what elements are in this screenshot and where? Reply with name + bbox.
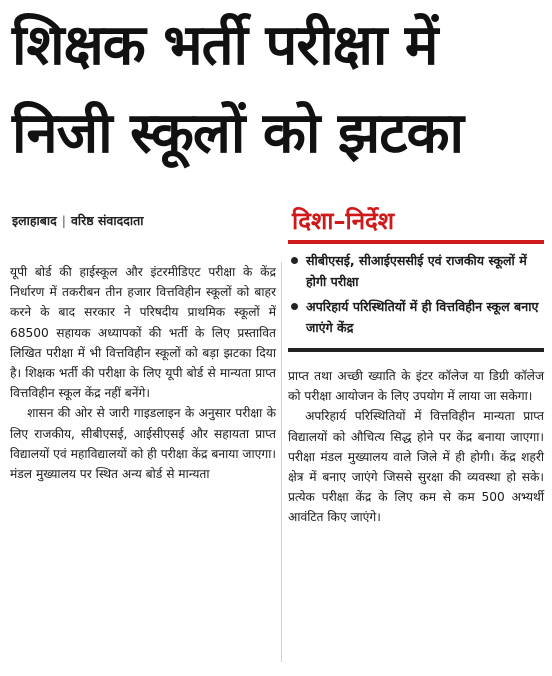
title-underline — [288, 240, 544, 244]
guideline-item — [288, 250, 544, 292]
byline-separator: | — [61, 213, 66, 228]
right-column — [288, 206, 544, 528]
article-paragraph-2: शासन की ओर से जारी गाइडलाइन के अनुसार परीक्षा के लिए राजकीय, सीबीएसई, आईसीएसई और सहायता प्राप्त विद्यालयों एवं महाविद्यालयों को ही परीक्षा केंद्र बनाया जाएगा। मंडल मुख्यालय पर स्थित अन्य बोर्ड से मान्यता — [10, 406, 276, 482]
bullet-icon — [291, 303, 298, 310]
guideline-text: सीबीएसई, सीआईएससीई एवं राजकीय स्कूलों में होगी परीक्षा — [306, 253, 527, 289]
guidelines-title: दिशा–निर्देश — [292, 207, 395, 235]
byline-place: इलाहाबाद — [12, 213, 57, 228]
article-paragraph-1: यूपी बोर्ड की हाईस्कूल और इंटरमीडिएट परीक्षा के केंद्र निर्धारण में तकरीबन तीन हजार वित्तविहीन स्कूलों को बाहर करने के बाद सरकार ने परिषदीय प्राथमिक स्कूलों में 68500 सहायक अध्यापकों की भर्ती के लिए प्रस्तावित लिखित परीक्षा में भी वित्तविहीन स्कूलों को बड़ा झटका दिया है। शिक्षक भर्ती की परीक्षा के लिए यूपी बोर्ड से मान्यता प्राप्त वित्तविहीन स्कूल केंद्र नहीं बनेंगे। — [10, 265, 276, 401]
guidelines-bottom-rule — [288, 348, 544, 352]
guideline-item — [288, 296, 544, 338]
guidelines-list — [288, 250, 544, 338]
headline-line-1: शिक्षक भर्ती परीक्षा में — [12, 13, 438, 78]
byline — [12, 212, 144, 229]
bullet-icon — [291, 257, 298, 264]
headline-line-2: निजी स्कूलों को झटका — [12, 101, 463, 166]
article-paragraph-4: अपरिहार्य परिस्थितियों में वित्तविहीन मान्यता प्राप्त विद्यालयों को औचित्य सिद्ध होने पर केंद्र बनाया जाएगा। परीक्षा मंडल मुख्यालय वाले जिले में ही होगी। केंद्र शहरी क्षेत्र में बनाए जाएंगे जिससे सुरक्षा की व्यवस्था हो सके। प्रत्येक परीक्षा केंद्र के लिए कम से कम 500 अभ्यर्थी आवंटित किए जाएंगे। — [288, 409, 544, 525]
headline — [0, 0, 552, 196]
column-divider — [281, 262, 282, 662]
byline-reporter: वरिष्ठ संवाददाता — [70, 213, 144, 228]
article-paragraph-3: प्राप्त तथा अच्छी ख्याति के इंटर कॉलेज या डिग्री कॉलेज को परीक्षा आयोजन के लिए उपयोग में लाया जा सकेगा। — [288, 369, 544, 404]
guidelines-box — [288, 206, 544, 352]
guideline-text: अपरिहार्य परिस्थितियों में ही वित्तविहीन स्कूल बनाए जाएंगे केंद्र — [306, 299, 539, 335]
left-column — [10, 262, 276, 484]
